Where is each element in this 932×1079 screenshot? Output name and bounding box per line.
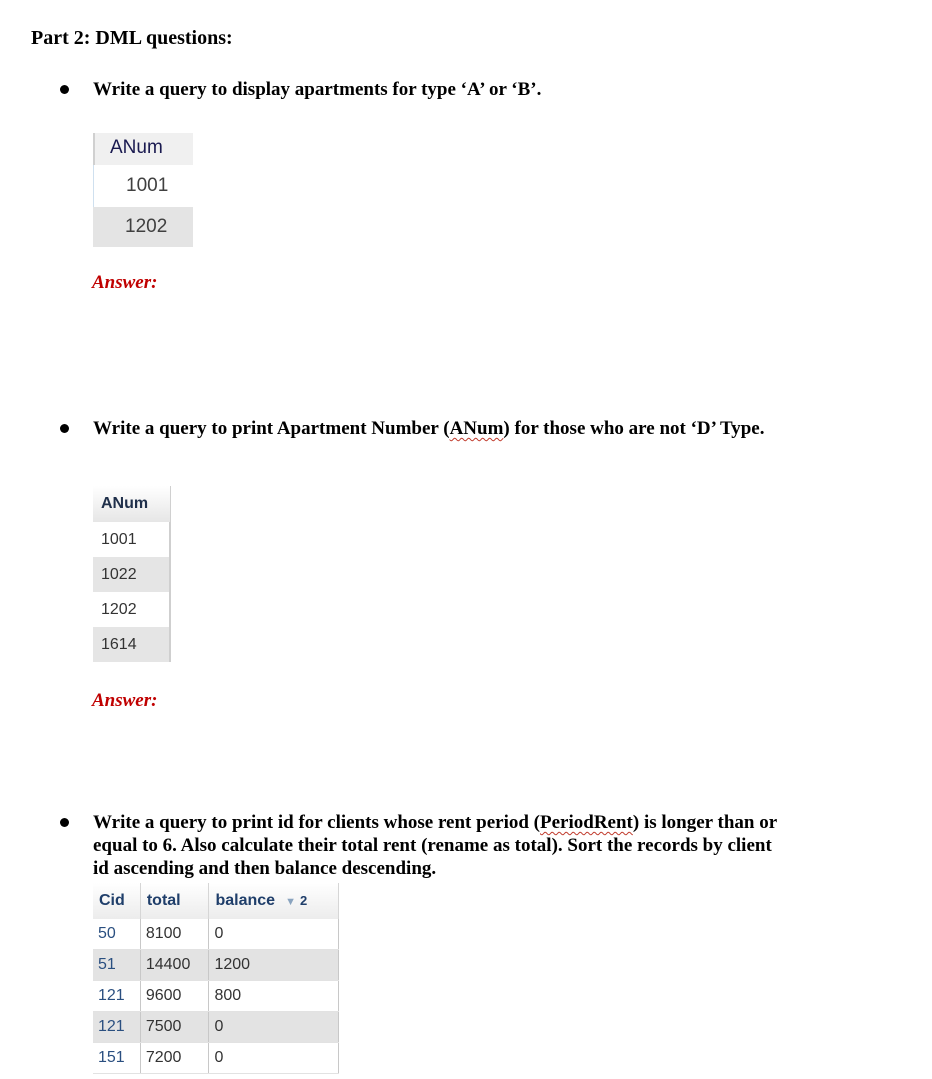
column-header-cid[interactable]: Cid <box>93 883 140 919</box>
cell-cid: 121 <box>93 1012 140 1043</box>
result-table-3 <box>93 883 339 1074</box>
column-header-balance[interactable] <box>209 883 339 919</box>
cell-cid: 151 <box>93 1043 140 1074</box>
table-row <box>93 919 339 950</box>
cell-balance: 1200 <box>209 950 339 981</box>
question-1: Write a query to display apartments for type ‘A’ or ‘B’. <box>93 79 542 100</box>
result-table-2 <box>93 486 171 662</box>
table-row <box>93 1012 339 1043</box>
question-3-post: ) is longer than or equal to 6. Also calculate their total rent (rename as total). Sort the records by client id ascending and then balance descending. <box>93 812 777 879</box>
table-cell: 1202 <box>93 207 193 247</box>
sort-desc-icon: ▼ <box>285 896 296 908</box>
bullet-icon <box>60 85 69 94</box>
bullet-icon <box>60 424 69 433</box>
cell-balance: 0 <box>209 1043 339 1074</box>
table-cell: 1202 <box>93 592 171 627</box>
column-header-anum: ANum <box>93 486 171 522</box>
question-2-pre: Write a query to print Apartment Number ( <box>93 418 450 439</box>
bullet-icon <box>60 818 69 827</box>
cell-total: 7200 <box>140 1043 209 1074</box>
cell-cid: 50 <box>93 919 140 950</box>
cell-balance: 0 <box>209 1012 339 1043</box>
table-row <box>93 1043 339 1074</box>
table-row <box>93 981 339 1012</box>
cell-cid: 121 <box>93 981 140 1012</box>
cell-cid: 51 <box>93 950 140 981</box>
question-3-term: PeriodRent <box>540 812 633 833</box>
cell-total: 14400 <box>140 950 209 981</box>
question-3-pre: Write a query to print id for clients whose rent period ( <box>93 812 540 833</box>
question-3 <box>93 811 783 880</box>
answer-label-1: Answer: <box>92 272 158 293</box>
cell-total: 8100 <box>140 919 209 950</box>
section-heading: Part 2: DML questions: <box>31 27 233 49</box>
table-cell: 1022 <box>93 557 171 592</box>
answer-label-2: Answer: <box>92 690 158 711</box>
result-table-1 <box>93 133 193 247</box>
question-2-term: ANum <box>449 418 504 439</box>
table-cell: 1001 <box>93 522 171 557</box>
column-header-anum: ANum <box>93 133 193 165</box>
column-header-total[interactable]: total <box>140 883 209 919</box>
cell-total: 9600 <box>140 981 209 1012</box>
cell-total: 7500 <box>140 1012 209 1043</box>
column-header-balance-label: balance <box>215 892 276 909</box>
table-cell: 1001 <box>93 165 193 207</box>
table-row <box>93 950 339 981</box>
cell-balance: 800 <box>209 981 339 1012</box>
cell-balance: 0 <box>209 919 339 950</box>
sort-order-badge: 2 <box>299 893 308 908</box>
question-2-post: ) for those who are not ‘D’ Type. <box>503 418 765 439</box>
table-cell: 1614 <box>93 627 171 662</box>
question-2 <box>93 417 793 440</box>
